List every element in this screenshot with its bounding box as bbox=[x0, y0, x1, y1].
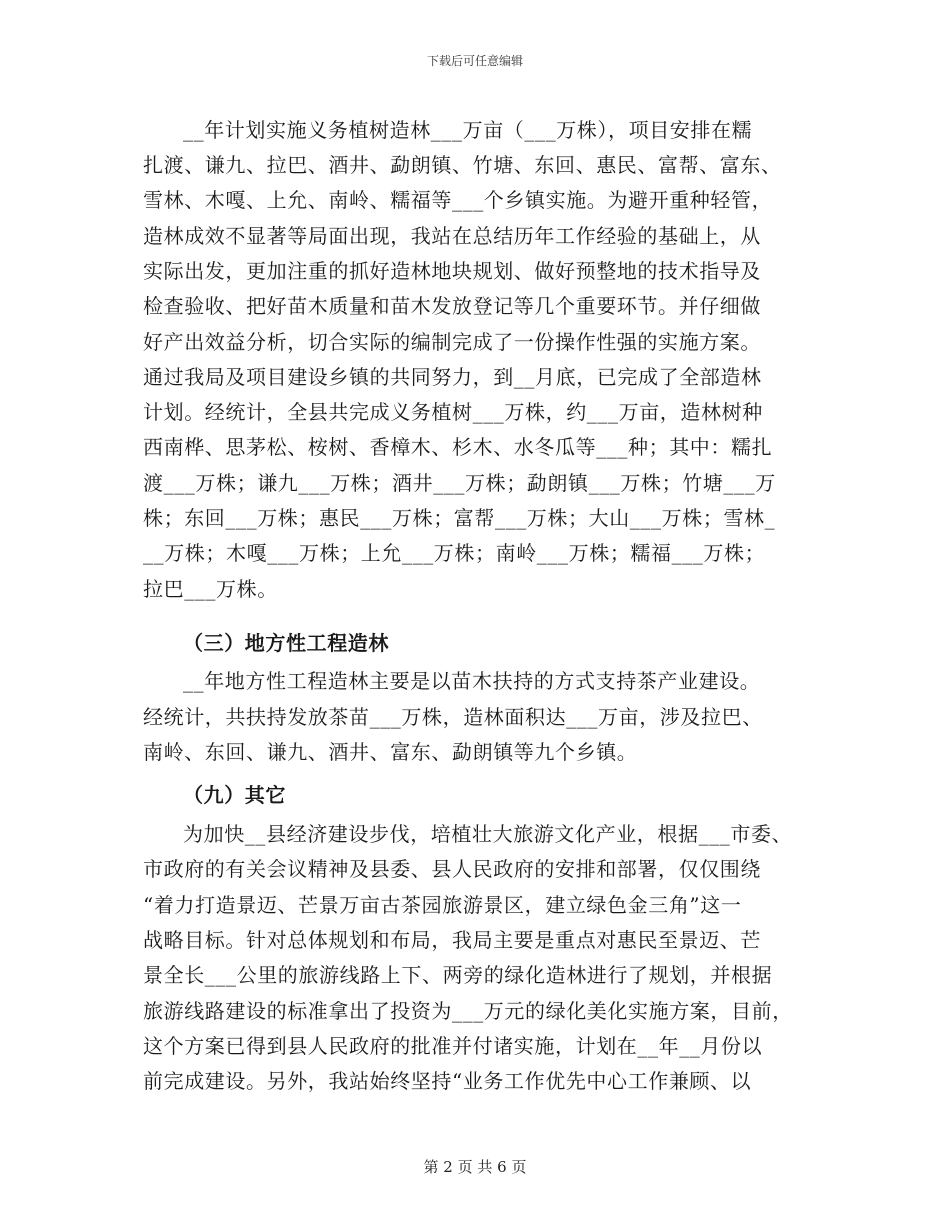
body-line: 渡___万株；谦九___万株；酒井___万株；勐朗镇___万株；竹塘___万 bbox=[143, 471, 776, 495]
body-line: 通过我局及项目建设乡镇的共同努力，到__月底，已完成了全部造林 bbox=[143, 365, 762, 389]
body-line: 为加快__县经济建设步伐，培植壮大旅游文化产业，根据___市委、 bbox=[183, 822, 793, 846]
header-note: 下载后可任意编辑 bbox=[426, 54, 523, 68]
section-heading: （三）地方性工程造林 bbox=[183, 631, 389, 655]
body-line: 拉巴___万株。 bbox=[143, 577, 278, 601]
body-line: 前完成建设。另外，我站始终坚持“业务工作优先中心工作兼顾、以 bbox=[143, 1069, 752, 1093]
body-line: 经统计，共扶持发放茶苗___万株，造林面积达___万亩，涉及拉巴、 bbox=[143, 705, 763, 729]
body-line: 旅游线路建设的标准拿出了投资为___万元的绿化美化实施方案，目前， bbox=[143, 999, 793, 1023]
body-line: 景全长___公里的旅游线路上下、两旁的绿化造林进行了规划，并根据 bbox=[143, 963, 773, 987]
body-line: 扎渡、谦九、拉巴、酒井、勐朗镇、竹塘、东回、惠民、富帮、富东、 bbox=[143, 153, 782, 177]
section-heading: （九）其它 bbox=[183, 783, 286, 807]
body-line: __年计划实施义务植树造林___万亩（___万株），项目安排在糯 bbox=[183, 118, 753, 142]
body-line: 战略目标。针对总体规划和布局，我局主要是重点对惠民至景迈、芒 bbox=[143, 928, 761, 952]
body-line: 好产出效益分析，切合实际的编制完成了一份操作性强的实施方案。 bbox=[143, 330, 761, 354]
body-line: 这个方案已得到县人民政府的批准并付诸实施，计划在__年__月份以 bbox=[143, 1034, 763, 1058]
body-line: 市政府的有关会议精神及县委、县人民政府的安排和部署，仅仅围绕 bbox=[143, 857, 761, 881]
body-line: __万株；木嘎___万株；上允___万株；南岭___万株；糯福___万株； bbox=[143, 541, 766, 565]
body-line: 雪林、木嘎、上允、南岭、糯福等___个乡镇实施。为避开重种轻管， bbox=[143, 188, 773, 212]
body-line: 西南桦、思茅松、桉树、香樟木、杉木、水冬瓜等___种；其中：糯扎 bbox=[143, 435, 773, 459]
body-line: 检查验收、把好苗木质量和苗木发放登记等几个重要环节。并仔细做 bbox=[143, 294, 761, 318]
page-number: 第 2 页 共 6 页 bbox=[423, 1158, 527, 1176]
body-line: 株；东回___万株；惠民___万株；富帮___万株；大山___万株；雪林_ bbox=[143, 506, 776, 530]
body-line: “着力打造景迈、芒景万亩古茶园旅游景区，建立绿色金三角”这一 bbox=[143, 893, 742, 917]
body-line: 南岭、东回、谦九、酒井、富东、勐朗镇等九个乡镇。 bbox=[143, 740, 638, 764]
body-line: __年地方性工程造林主要是以苗木扶持的方式支持茶产业建设。 bbox=[183, 669, 761, 693]
body-line: 造林成效不显著等局面出现，我站在总结历年工作经验的基础上，从 bbox=[143, 224, 761, 248]
body-line: 计划。经统计，全县共完成义务植树___万株，约___万亩，造林树种 bbox=[143, 400, 763, 424]
body-line: 实际出发，更加注重的抓好造林地块规划、做好预整地的技术指导及 bbox=[143, 259, 761, 283]
